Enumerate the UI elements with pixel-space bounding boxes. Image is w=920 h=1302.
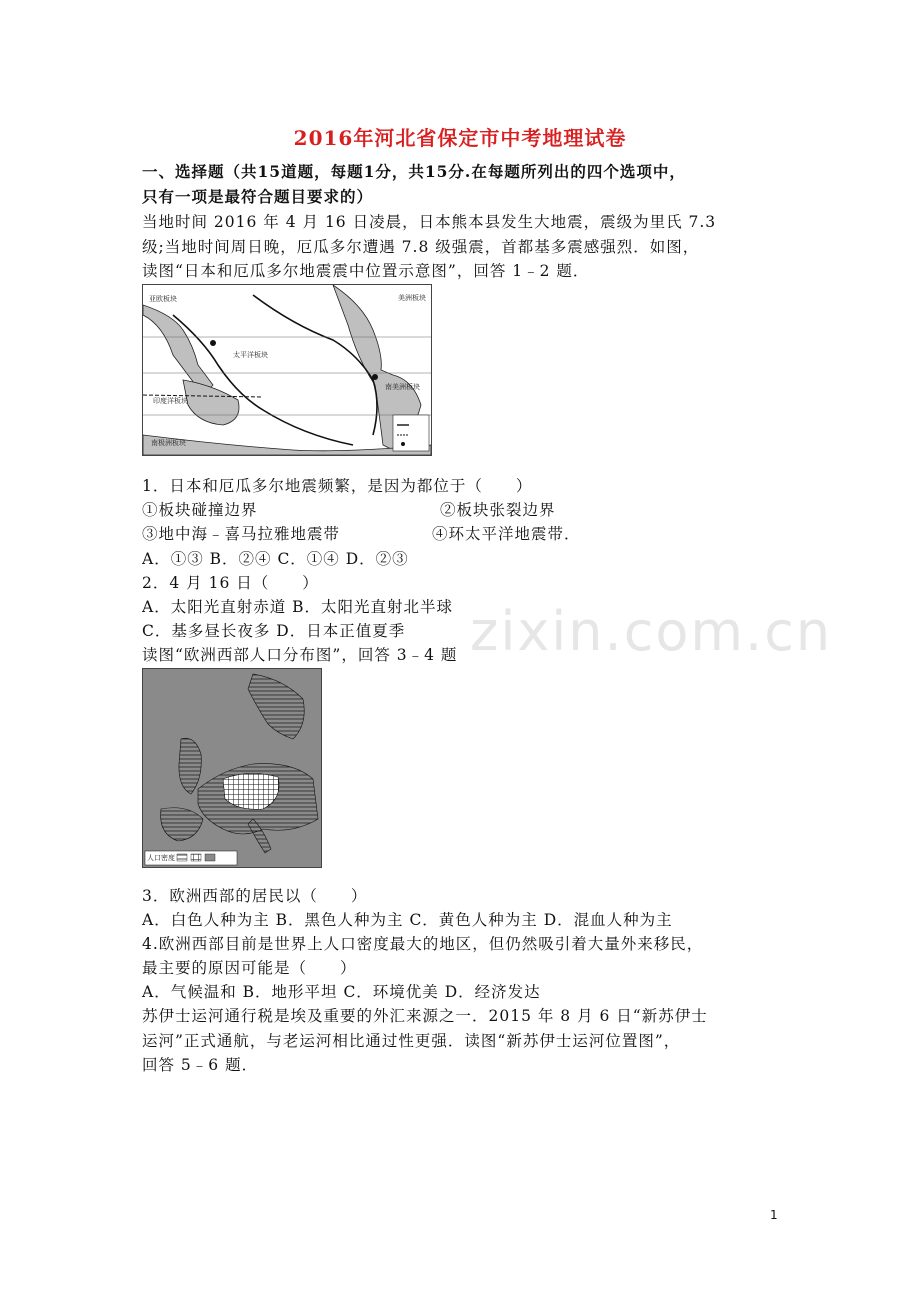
section-header-line2: 只有一项是最符合题目要求的）	[142, 187, 374, 206]
q2-choices-ab: A．太阳光直射赤道 B．太阳光直射北半球	[142, 598, 454, 616]
q3-stem: 3．欧洲西部的居民以（ ）	[142, 887, 368, 905]
q2-choices-cd: C．基多昼长夜多 D．日本正值夏季	[142, 622, 406, 640]
intro-3-4: 读图“欧洲西部人口分布图”，回答 3﹣4 题	[142, 646, 458, 664]
japan-epicenter	[210, 340, 216, 346]
label-pacific: 太平洋板块	[233, 351, 268, 359]
ecuador-epicenter	[372, 374, 378, 380]
q1-option-1: ①板块碰撞边界	[142, 501, 258, 519]
section-header-line1: 一、选择题（共15道题，每题1分，共15分.在每题所列出的四个选项中，	[142, 162, 686, 181]
intro-5-6-line3: 回答 5﹣6 题．	[142, 1056, 259, 1074]
dense-population-core	[223, 773, 279, 809]
europe-population-map	[142, 668, 322, 868]
label-eurasian: 亚欧板块	[149, 295, 177, 303]
q4-line1: 4.欧洲西部目前是世界上人口密度最大的地区，但仍然吸引着大量外来移民，	[142, 935, 704, 953]
page-title: 2016年河北省保定市中考地理试卷	[293, 126, 627, 150]
q4-line2: 最主要的原因可能是（ ）	[142, 959, 357, 977]
label-american: 美洲板块	[398, 294, 426, 302]
label-nazca: 南美洲板块	[385, 383, 420, 391]
map2-legend-title: 人口密度	[147, 854, 175, 862]
watermark: zixin.com.cn	[470, 600, 833, 663]
intro-5-6-line1: 苏伊士运河通行税是埃及重要的外汇来源之一．2015 年 8 月 6 日“新苏伊士	[142, 1007, 708, 1025]
q2-stem: 2．4 月 16 日（ ）	[142, 574, 319, 592]
intro-1-2-line1: 当地时间 2016 年 4 月 16 日凌晨，日本熊本县发生大地震，震级为里氏 7.3	[142, 213, 717, 231]
q1-choices: A．①③ B．②④ C．①④ D．②③	[142, 550, 409, 568]
map1-legend	[393, 415, 429, 451]
q3-choices: A．白色人种为主 B．黑色人种为主 C．黄色人种为主 D．混血人种为主	[142, 911, 673, 929]
page-number: 1	[770, 1208, 778, 1222]
q1-option-4: ④环太平洋地震带．	[432, 525, 581, 543]
intro-5-6-line2: 运河”正式通航，与老运河相比通过性更强．读图“新苏伊士运河位置图”，	[142, 1032, 681, 1050]
q1-option-2: ②板块张裂边界	[440, 501, 556, 519]
label-antarctic: 南极洲板块	[151, 439, 186, 447]
label-indo-australian: 印度洋板块	[153, 397, 188, 405]
earthquake-plate-map	[142, 284, 432, 456]
q4-choices: A．气候温和 B．地形平坦 C．环境优美 D．经济发达	[142, 983, 541, 1001]
q1-stem: 1．日本和厄瓜多尔地震频繁，是因为都位于（ ）	[142, 477, 533, 495]
intro-1-2-line2: 级;当地时间周日晚，厄瓜多尔遭遇 7.8 级强震，首都基多震感强烈．如图，	[142, 238, 700, 256]
q1-option-3: ③地中海﹣喜马拉雅地震带	[142, 525, 341, 543]
intro-1-2-line3: 读图“日本和厄瓜多尔地震震中位置示意图”，回答 1﹣2 题．	[142, 262, 590, 280]
